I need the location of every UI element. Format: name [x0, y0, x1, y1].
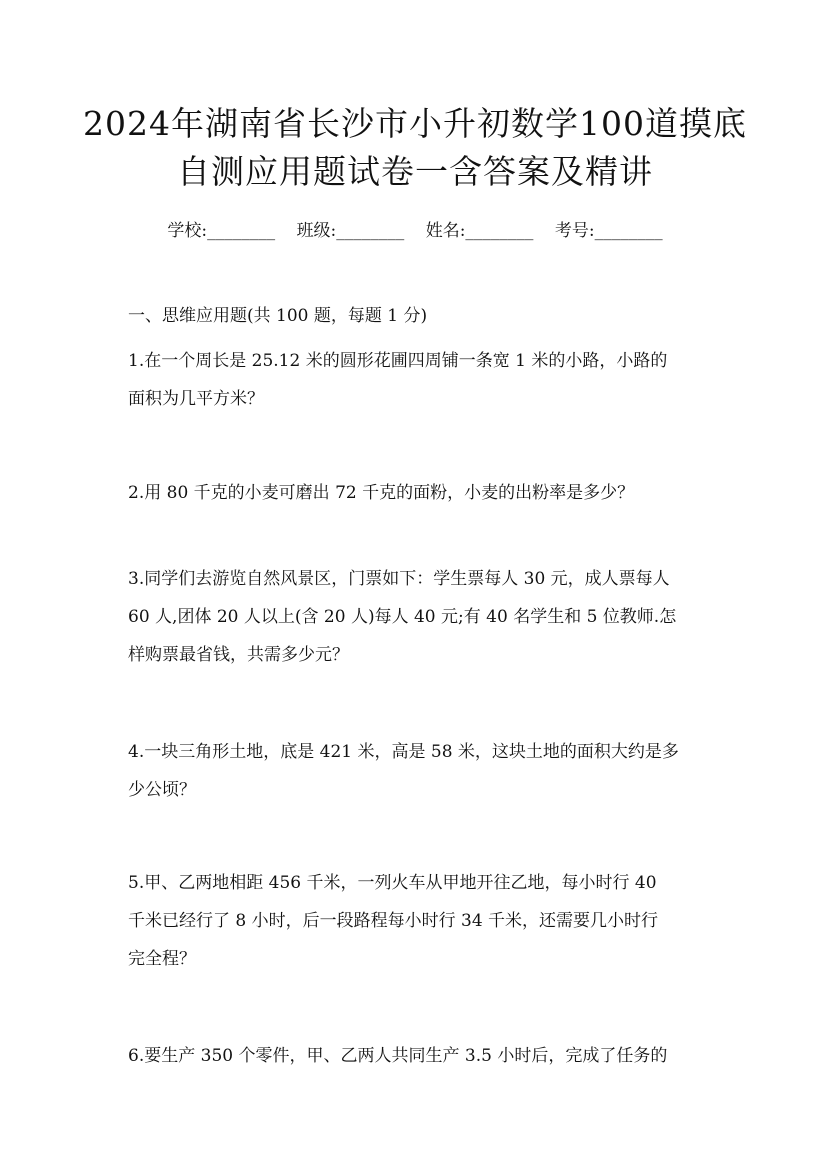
question-line: 3.同学们去游览自然风景区，门票如下：学生票每人 30 元，成人票每人 — [128, 569, 670, 589]
title-line-2: 自测应用题试卷一含答案及精讲 — [177, 152, 653, 191]
question-line: 完全程？ — [128, 949, 196, 969]
name-field: 姓名:________ — [425, 221, 534, 241]
question-line: 6.要生产 350 个零件，甲、乙两人共同生产 3.5 小时后，完成了任务的 — [128, 1046, 668, 1066]
question-1 — [128, 342, 708, 418]
question-4 — [128, 733, 708, 809]
question-6 — [128, 1037, 708, 1075]
question-3 — [128, 560, 708, 674]
title-line-1: 2024年湖南省长沙市小升初数学100道摸底 — [83, 104, 747, 143]
question-2 — [128, 474, 708, 512]
section-heading: 一、思维应用题(共 100 题，每题 1 分) — [128, 306, 428, 326]
question-line: 少公顷？ — [128, 780, 196, 800]
document-title — [60, 100, 770, 196]
question-line: 1.在一个周长是 25.12 米的圆形花圃四周铺一条宽 1 米的小路，小路的 — [128, 351, 668, 371]
question-line: 5.甲、乙两地相距 456 千米，一列火车从甲地开往乙地，每小时行 40 — [128, 873, 657, 893]
question-line: 千米已经行了 8 小时，后一段路程每小时行 34 千米，还需要几小时行 — [128, 911, 659, 931]
question-line: 60 人,团体 20 人以上(含 20 人)每人 40 元;有 40 名学生和 5 位教师.怎 — [128, 607, 677, 627]
class-field: 班级:________ — [296, 221, 405, 241]
student-info-fields — [0, 218, 830, 244]
question-line: 2.用 80 千克的小麦可磨出 72 千克的面粉，小麦的出粉率是多少？ — [128, 483, 635, 503]
question-line: 4.一块三角形土地，底是 421 米，高是 58 米，这块土地的面积大约是多 — [128, 742, 679, 762]
school-field: 学校:________ — [167, 221, 276, 241]
question-line: 样购票最省钱，共需多少元？ — [128, 645, 349, 665]
exam-number-field: 考号:________ — [554, 221, 663, 241]
question-5 — [128, 864, 708, 978]
question-line: 面积为几平方米？ — [128, 389, 264, 409]
